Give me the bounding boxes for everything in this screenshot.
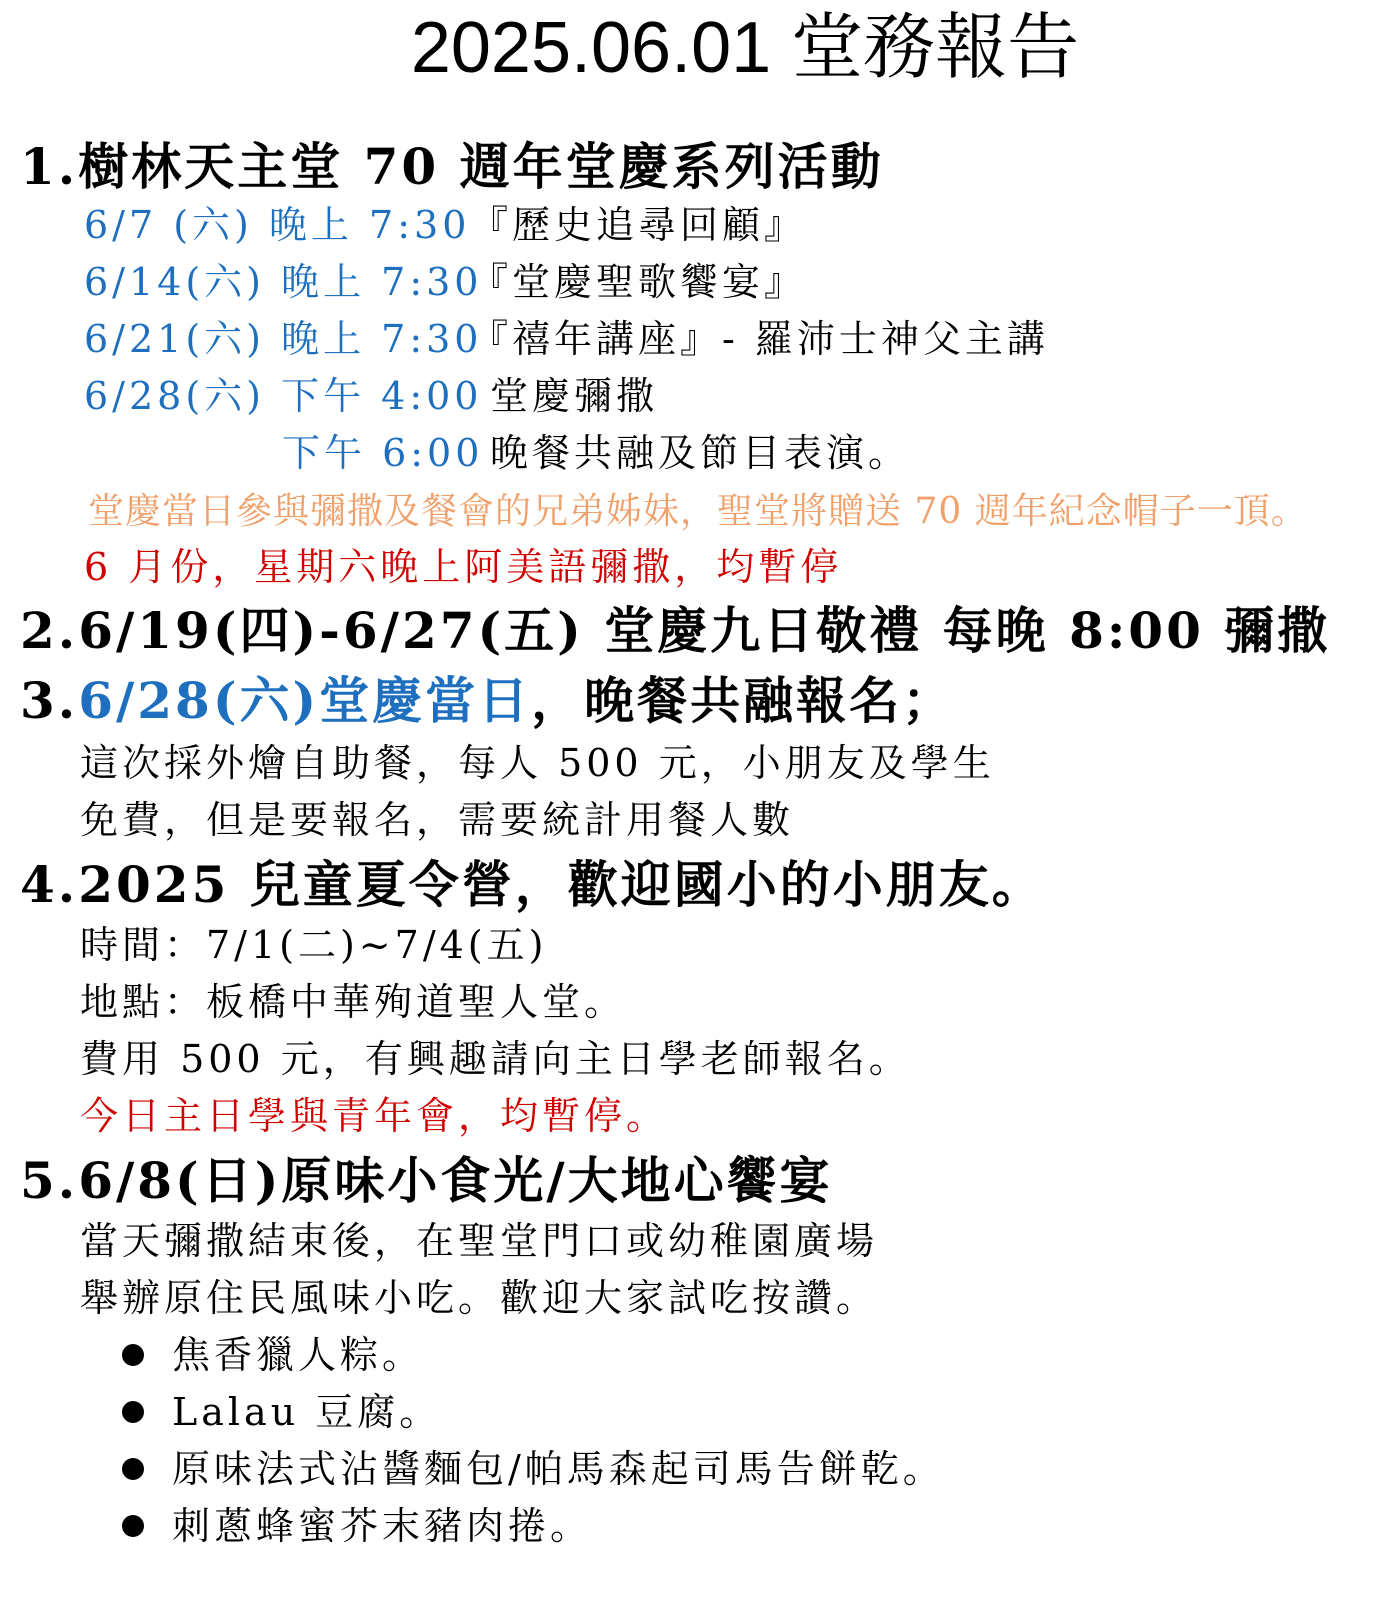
item3-line-2: 免費，但是要報名，需要統計用餐人數 bbox=[80, 798, 795, 842]
schedule-event-1: 『歷史追尋回顧』 bbox=[470, 203, 807, 247]
bullet-dot-icon bbox=[122, 1401, 144, 1423]
bullet-dot-icon bbox=[122, 1458, 144, 1480]
item5-heading: 5.6/8(日)原味小食光/大地心饗宴 bbox=[20, 1151, 833, 1210]
gift-note: 堂慶當日參與彌撒及餐會的兄弟姊妹，聖堂將贈送 70 週年紀念帽子一頂。 bbox=[88, 491, 1308, 532]
schedule-event-2: 『堂慶聖歌饗宴』 bbox=[470, 260, 807, 304]
item4-heading: 4.2025 兒童夏令營，歡迎國小的小朋友。 bbox=[20, 855, 1045, 914]
item3-line-1: 這次採外燴自助餐，每人 500 元，小朋友及學生 bbox=[80, 741, 995, 785]
bullet-dot-icon bbox=[122, 1344, 144, 1366]
schedule-time-2: 6/14(六) 晚上 7:30 bbox=[84, 260, 483, 304]
item3-heading bbox=[20, 670, 955, 732]
amis-mass-pause-note: 6 月份，星期六晚上阿美語彌撒，均暫停 bbox=[84, 545, 843, 589]
camp-time: 時間：7/1(二)~7/4(五) bbox=[80, 923, 548, 967]
schedule-event-5: 晚餐共融及節目表演。 bbox=[490, 431, 911, 475]
schedule-time-3: 6/21(六) 晚上 7:30 bbox=[84, 317, 483, 361]
item5-line-2: 舉辦原住民風味小吃。歡迎大家試吃按讚。 bbox=[80, 1276, 879, 1320]
item3-heading-highlight: 6/28(六)堂慶當日 bbox=[78, 671, 532, 730]
schedule-event-4: 堂慶彌撒 bbox=[490, 374, 659, 418]
bullet-dot-icon bbox=[122, 1515, 144, 1537]
schedule-time-5: 下午 6:00 bbox=[282, 431, 484, 475]
food-item-2: Lalau 豆腐。 bbox=[172, 1390, 442, 1434]
schedule-time-1: 6/7 (六) 晚上 7:30 bbox=[84, 203, 471, 247]
schedule-event-3: 『禧年講座』- 羅沛士神父主講 bbox=[470, 317, 1049, 361]
camp-fee: 費用 500 元，有興趣請向主日學老師報名。 bbox=[80, 1037, 911, 1081]
page-title: 2025.06.01 堂務報告 bbox=[410, 8, 1080, 88]
schedule-time-4: 6/28(六) 下午 4:00 bbox=[84, 374, 483, 418]
sunday-school-pause-note: 今日主日學與青年會，均暫停。 bbox=[80, 1094, 669, 1138]
item1-heading: 1.樹林天主堂 70 週年堂慶系列活動 bbox=[20, 137, 884, 196]
food-item-1: 焦香獵人粽。 bbox=[172, 1333, 425, 1377]
item3-heading-rest: ，晚餐共融報名； bbox=[531, 671, 956, 730]
item2-heading: 2.6/19(四)-6/27(五) 堂慶九日敬禮 每晚 8:00 彌撒 bbox=[20, 601, 1331, 660]
food-item-3: 原味法式沾醬麵包/帕馬森起司馬告餅乾。 bbox=[172, 1447, 945, 1491]
food-item-4: 刺蔥蜂蜜芥末豬肉捲。 bbox=[172, 1504, 593, 1548]
item5-line-1: 當天彌撒結束後，在聖堂門口或幼稚園廣場 bbox=[80, 1219, 879, 1263]
item3-number: 3. bbox=[20, 671, 79, 730]
camp-location: 地點：板橋中華殉道聖人堂。 bbox=[80, 980, 627, 1024]
